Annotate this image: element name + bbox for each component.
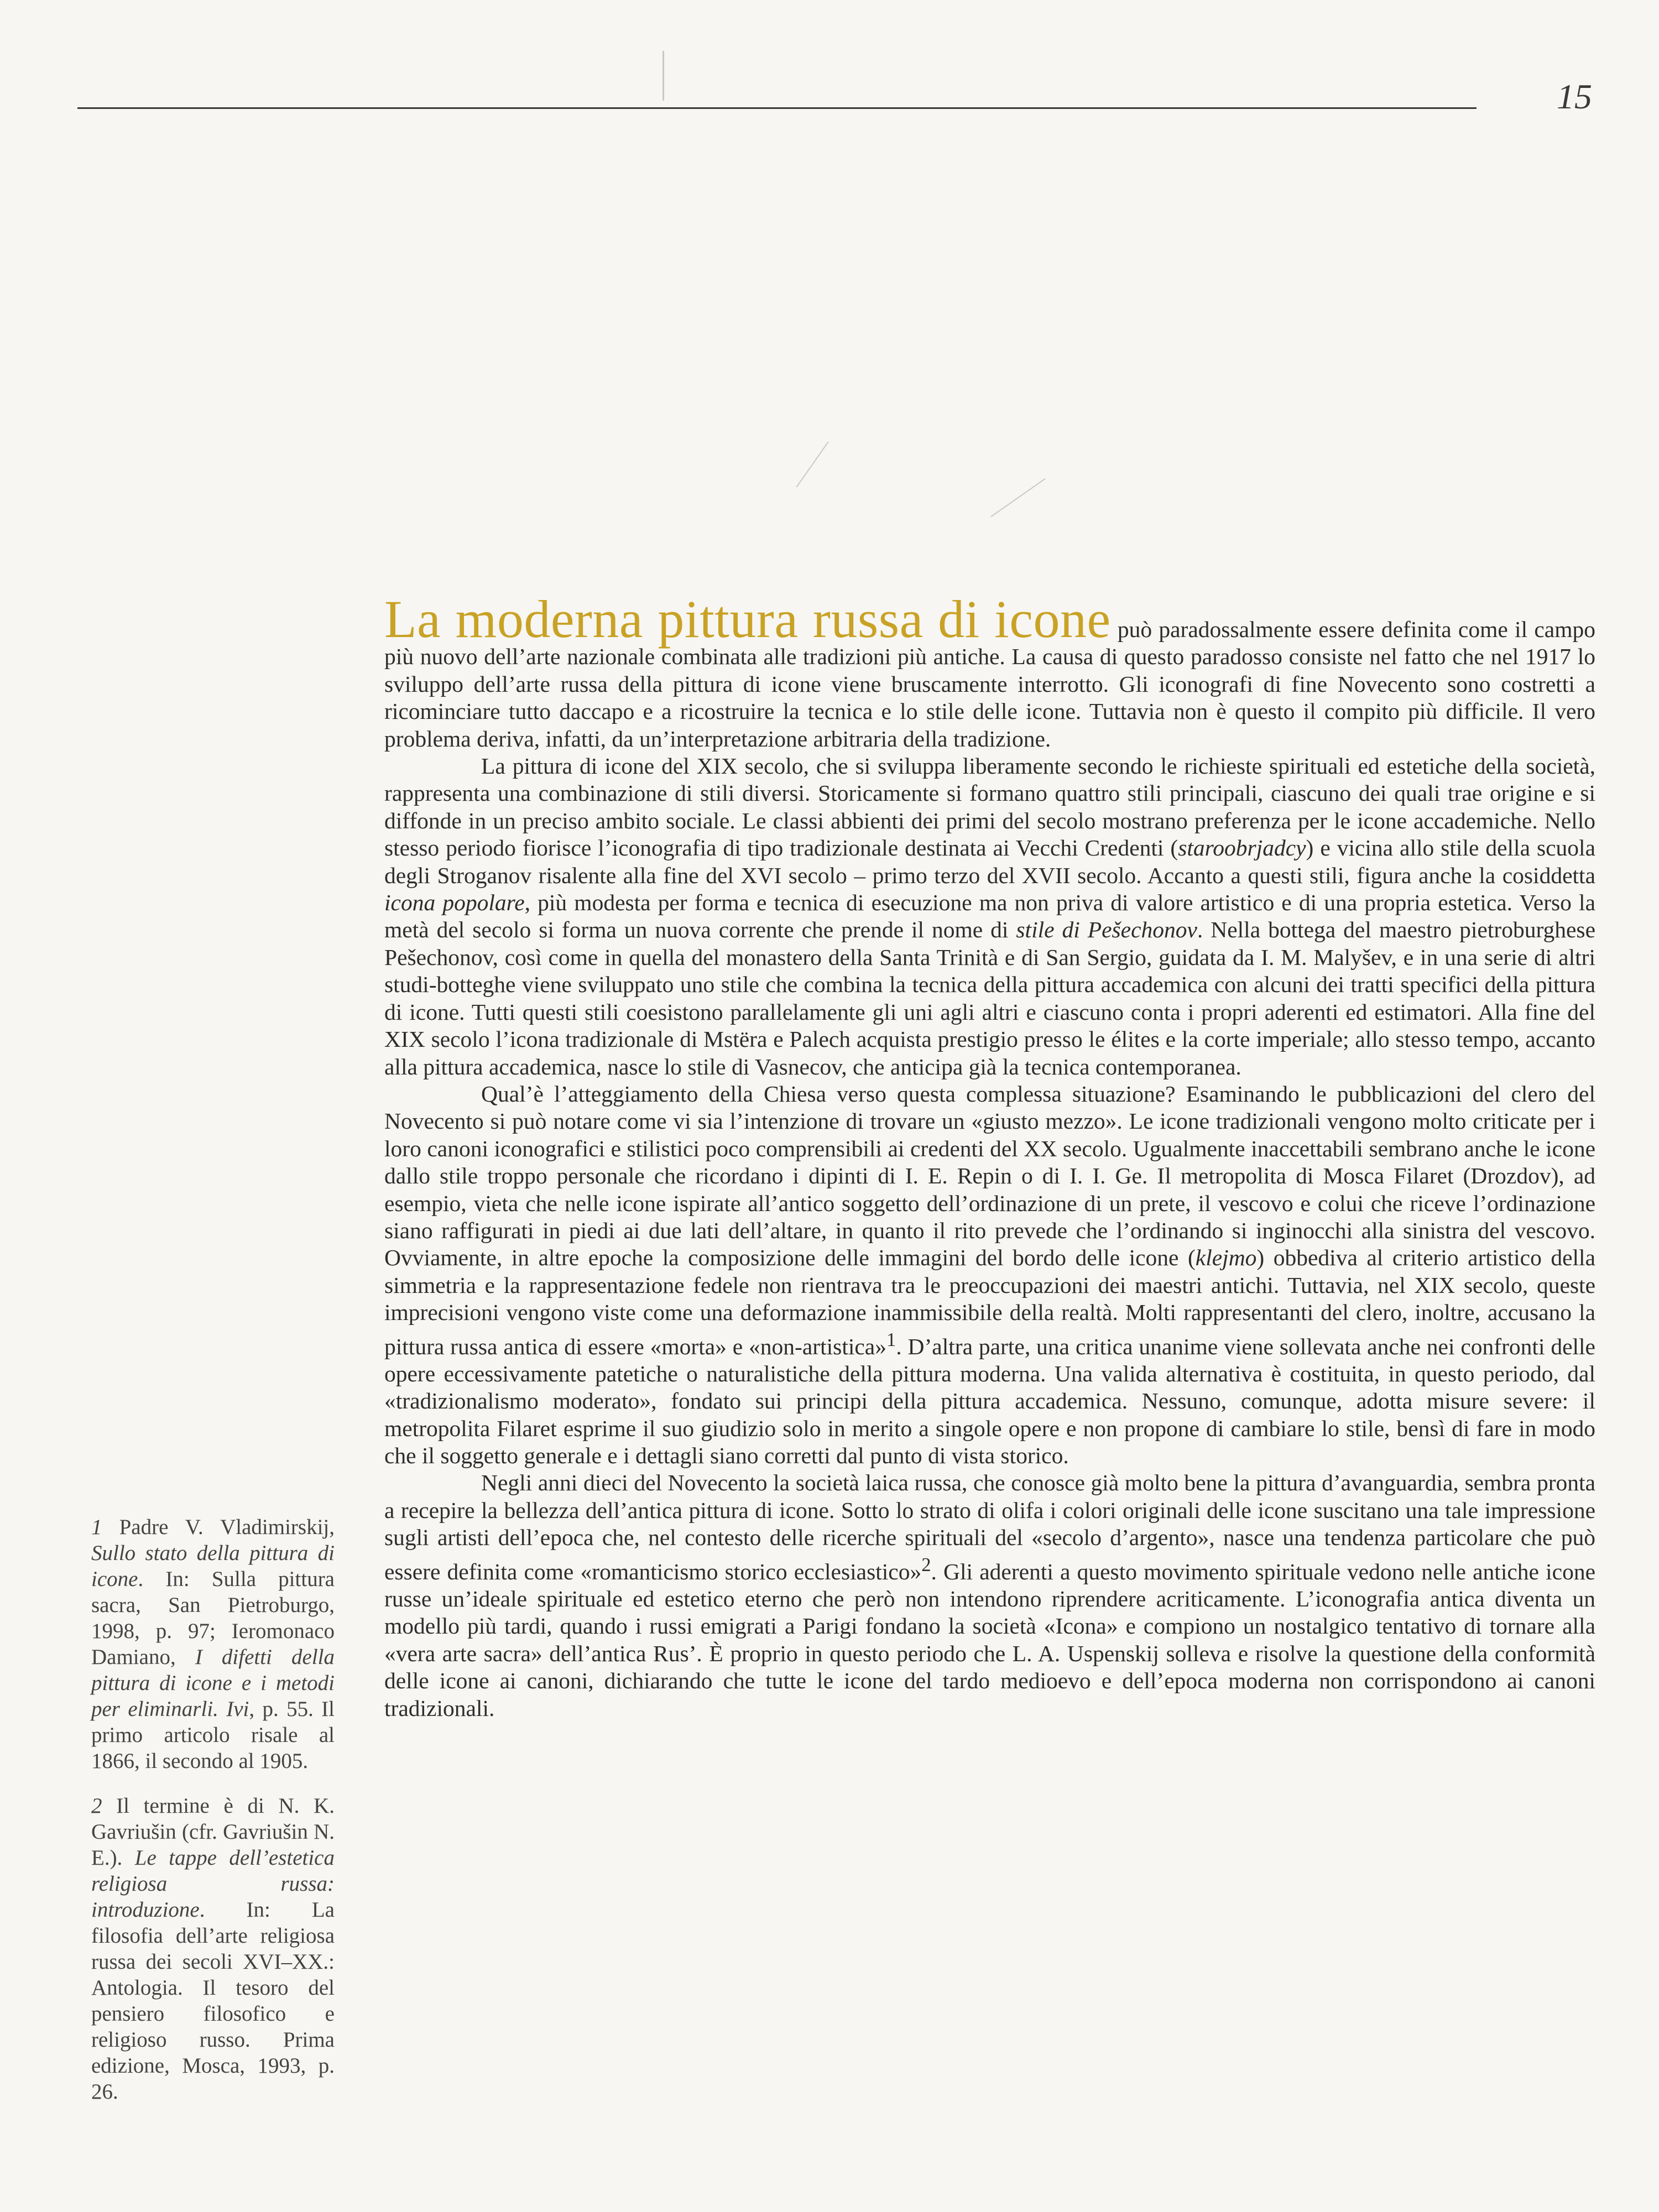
italic-text: I difetti della pittura di icone e i metodi per eliminarli. Ivi	[91, 1645, 335, 1721]
italic-text: stile di Pešechonov	[1016, 917, 1197, 943]
paragraph: Negli anni dieci del Novecento la società laica russa, che conosce già molto bene la pittura d’avanguardia, sembra pronta a recepire la bellezza dell’antica pittura di icone. Sotto lo strato di olifa i colori originali delle icone suscitano una tale impressione sugli artisti dell’epoca che, nel contesto delle ricerche spirituali del «secolo d’argento», nasce una tendenza particolare che può essere definita come «romanticismo storico ecclesiastico»$^2$. Gli aderenti a questo movimento spirituale vedono nelle antiche icone russe un’ideale spirituale ed estetico eterno che però non intendono riprendere acriticamente. L’iconografia antica diventa un modello più tardi, quando i russi emigrati a Parigi fondano la società «Icona» e compiono un nostalgico tentativo di tornare alla «vera arte sacra» dell’antica Rus’. È proprio in questo periodo che L. A. Uspenskij solleva e risolve la questione della conformità delle icone ai canoni, dichiarando che tutte le icone del tardo medioevo e dell’epoca moderna non corrispondono ai canoni tradizionali.	[384, 1470, 1595, 1721]
scan-mark	[990, 478, 1045, 517]
footnote-ref: 1	[886, 1329, 896, 1350]
italic-text: Sullo stato della pittura di icone	[91, 1541, 335, 1591]
italic-text: staroobrjadcy	[1178, 835, 1306, 861]
footnote	[91, 1514, 335, 1774]
page-number: 15	[1557, 77, 1592, 116]
scan-mark	[796, 441, 829, 487]
italic-text: Le tappe dell’estetica religiosa russa: introduzione	[91, 1846, 335, 1922]
footnote-text: Il termine è di N. K. Gavriušin (cfr. Gavriušin N. E.). Le tappe dell’estetica religiosa russa: introduzione. In: La filosofia dell’arte religiosa russa dei secoli XVI–XX.: Antologia. Il tesoro del pensiero filosofico e religioso russo. Prima edizione, Mosca, 1993, p. 26.	[91, 1794, 335, 2104]
footnote-ref: 2	[921, 1554, 931, 1575]
footnote-number: 1	[91, 1515, 102, 1539]
article-title: La moderna pittura russa di icone	[384, 589, 1111, 649]
scan-mark	[662, 51, 664, 101]
paragraph	[384, 589, 1595, 753]
paragraph-text: può paradossalmente essere definita come il campo più nuovo dell’arte nazionale combinata alle tradizioni più antiche. La causa di questo paradosso consiste nel fatto che nel 1917 lo sviluppo dell’arte russa della pittura di icone viene bruscamente interrotto. Gli iconografi di fine Novecento sono costretti a ricominciare tutto daccapo e a ricostruire la tecnica e lo stile delle icone. Tuttavia non è questo il compito più difficile. Il vero problema deriva, infatti, da un’interpretazione arbitraria della tradizione.	[384, 617, 1595, 752]
footnote	[91, 1793, 335, 2105]
italic-text: icona popolare	[384, 890, 525, 916]
paragraph: Qual’è l’atteggiamento della Chiesa verso questa complessa situazione? Esaminando le pubblicazioni del clero del Novecento si può notare come vi sia l’intenzione di trovare un «giusto mezzo». Le icone tradizionali vengono molto criticate per i loro canoni iconografici e stilistici poco comprensibili ai credenti del XX secolo. Ugualmente inaccettabili sembrano anche le icone dallo stile troppo personale che ricordano i dipinti di I. E. Repin o di I. I. Ge. Il metropolita di Mosca Filaret (Drozdov), ad esempio, vieta che nelle icone ispirate all’antico soggetto dell’ordinazione di un prete, il vescovo e colui che riceve l’ordinazione siano raffigurati in piedi ai due lati dell’altare, in quanto il rito prevede che l’ordinando si inginocchi alla sinistra del vescovo. Ovviamente, in altre epoche la composizione delle immagini del bordo delle icone (klejmo) obbediva al criterio artistico della simmetria e la rappresentazione fedele non rientrava tra le preoccupazioni dei maestri antichi. Tuttavia, nel XIX secolo, queste imprecisioni vengono viste come una deformazione inammissibile della realtà. Molti rappresentanti del clero, inoltre, accusano la pittura russa antica di essere «morta» e «non-artistica»$^1$. D’altra parte, una critica unanime viene sollevata anche nei confronti delle opere eccessivamente patetiche o naturalistiche della pittura moderna. Una valida alternativa è costituita, in questo periodo, dal «tradizionalismo moderato», fondato sui principi della pittura accademica. Nessuno, comunque, adotta misure severe: il metropolita Filaret esprime il suo giudizio solo in merito a singole opere e non propone di cambiare lo stile, bensì di fare in modo che il soggetto generale e i dettagli siano corretti dal punto di vista storico.	[384, 1081, 1595, 1469]
footnote-text: Padre V. Vladimirskij, Sullo stato della pittura di icone. In: Sulla pittura sacra, San Pietroburgo, 1998, p. 97; Ieromonaco Damiano, I difetti della pittura di icone e i metodi per eliminarli. Ivi, p. 55. Il primo articolo risale al 1866, il secondo al 1905.	[91, 1515, 335, 1773]
margin-notes	[91, 1514, 335, 2124]
footnote-number: 2	[91, 1794, 102, 1818]
header-rule	[77, 107, 1477, 109]
article-body	[384, 589, 1595, 1722]
italic-text: klejmo	[1195, 1245, 1257, 1271]
paragraph: La pittura di icone del XIX secolo, che si sviluppa liberamente secondo le richieste spirituali ed estetiche della società, rappresenta una combinazione di stili diversi. Storicamente si formano quattro stili principali, ciascuno dei quali trae origine e si diffonde in un preciso ambito sociale. Le classi abbienti dei primi del secolo mostrano preferenza per le icone accademiche. Nello stesso periodo fiorisce l’iconografia di tipo tradizionale destinata ai Vecchi Credenti (staroobrjadcy) e vicina allo stile della scuola degli Stroganov risalente alla fine del XVI secolo – primo terzo del XVII secolo. Accanto a questi stili, figura anche la cosiddetta icona popolare, più modesta per forma e tecnica di esecuzione ma non priva di valore artistico e di una propria estetica. Verso la metà del secolo si forma un nuova corrente che prende il nome di stile di Pešechonov. Nella bottega del maestro pietroburghese Pešechonov, così come in quella del monastero della Santa Trinità e di San Sergio, guidata da I. M. Malyšev, e in una serie di altri studi-botteghe viene sviluppato uno stile che combina la tecnica della pittura accademica con alcuni dei tratti specifici della pittura di icone. Tutti questi stili coesistono parallelamente gli uni agli altri e ciascuno conta i propri aderenti ed estimatori. Alla fine del XIX secolo l’icona tradizionale di Mstëra e Palech acquista prestigio presso le élites e la corte imperiale; allo stesso tempo, accanto alla pittura accademica, nasce lo stile di Vasnecov, che anticipa già la tecnica contemporanea.	[384, 753, 1595, 1079]
